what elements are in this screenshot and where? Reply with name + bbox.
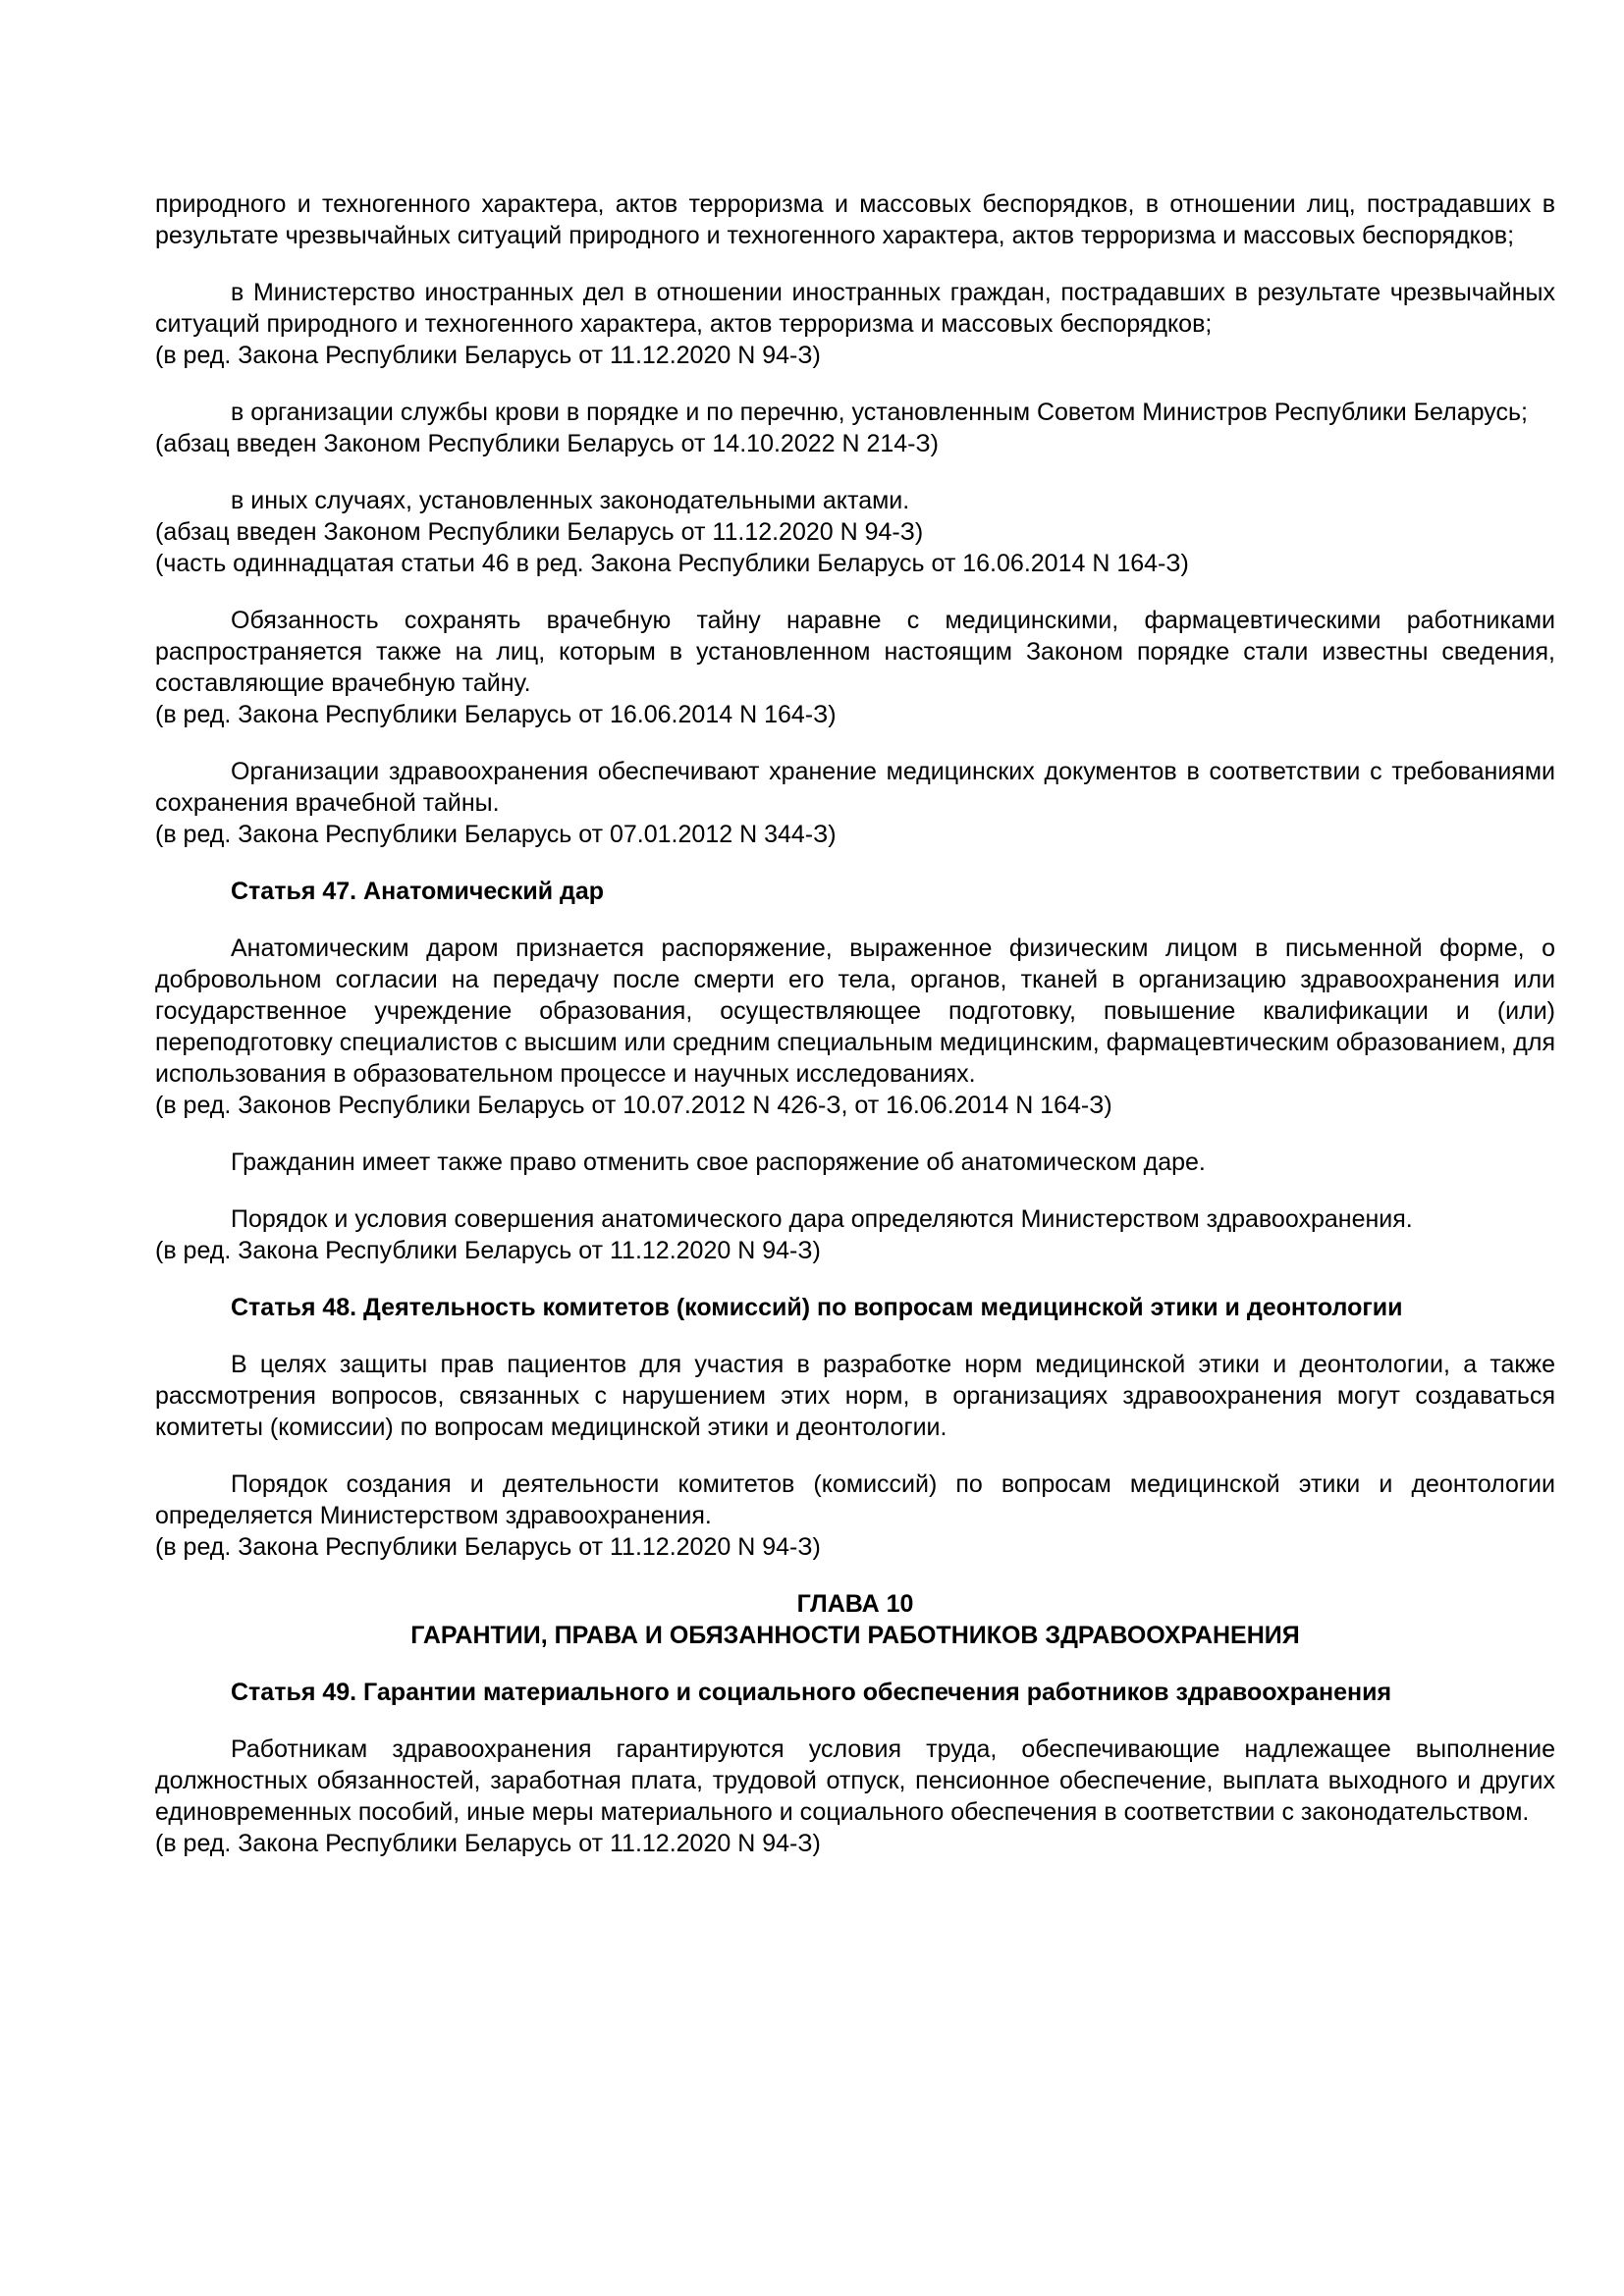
paragraph-records-storage: Организации здравоохранения обеспечивают хранение медицинских документов в соответствии с требованиями сохранения врачебной тайны. bbox=[155, 758, 1555, 817]
chapter-title: ГАРАНТИИ, ПРАВА И ОБЯЗАННОСТИ РАБОТНИКОВ ЗДРАВООХРАНЕНИЯ bbox=[410, 1622, 1300, 1649]
amendment-note: (в ред. Закона Республики Беларусь от 11.12.2020 N 94-З) bbox=[155, 1237, 821, 1264]
amendment-note: (в ред. Законов Республики Беларусь от 10.07.2012 N 426-З, от 16.06.2014 N 164-З) bbox=[155, 1092, 1112, 1119]
paragraph-procedure: Порядок и условия совершения анатомического дара определяются Министерством здравоохранения. bbox=[231, 1205, 1413, 1233]
amendment-note: (в ред. Закона Республики Беларусь от 11.12.2020 N 94-З) bbox=[155, 1830, 821, 1857]
paragraph-committees-procedure: Порядок создания и деятельности комитетов (комиссий) по вопросам медицинской этики и деонтологии определяется Министерством здравоохранения. bbox=[155, 1470, 1555, 1529]
article-49-heading: Статья 49. Гарантии материального и социального обеспечения работников здравоохранения bbox=[231, 1679, 1392, 1706]
paragraph-blood-service: в организации службы крови в порядке и по перечню, установленным Советом Министров Республики Беларусь; bbox=[231, 399, 1528, 426]
paragraph-anatomical-gift: Анатомическим даром признается распоряжение, выраженное физическим лицом в письменной форме, о добровольном согласии на передачу после смерти его тела, органов, тканей в организацию здравоохранения или государственное учреждение образования, осуществляющее подготовку, повышение квалификации и (или) переподготовку специалистов с высшим или средним специальным медицинским, фармацевтическим образованием, для использования в образовательном процессе и научных исследованиях. bbox=[155, 934, 1555, 1088]
paragraph-other-cases: в иных случаях, установленных законодательными актами. bbox=[231, 487, 910, 514]
paragraph-revoke-right: Гражданин имеет также право отменить свое распоряжение об анатомическом даре. bbox=[231, 1148, 1206, 1176]
article-47-heading: Статья 47. Анатомический дар bbox=[231, 878, 605, 905]
amendment-note: (в ред. Закона Республики Беларусь от 07.01.2012 N 344-З) bbox=[155, 821, 837, 848]
amendment-note: (абзац введен Законом Республики Беларусь от 11.12.2020 N 94-З) bbox=[155, 518, 924, 546]
amendment-note: (часть одиннадцатая статьи 46 в ред. Закона Республики Беларусь от 16.06.2014 N 164-З) bbox=[155, 550, 1189, 577]
document-page bbox=[155, 188, 1555, 1859]
paragraph-continuation: природного и техногенного характера, актов терроризма и массовых беспорядков, в отношении лиц, пострадавших в результате чрезвычайных ситуаций природного и техногенного характера, актов терроризма и массовых беспорядков; bbox=[155, 190, 1555, 249]
amendment-note: (в ред. Закона Республики Беларусь от 11.12.2020 N 94-З) bbox=[155, 1533, 821, 1561]
article-48-heading: Статья 48. Деятельность комитетов (комиссий) по вопросам медицинской этики и деонтологии bbox=[231, 1294, 1403, 1321]
amendment-note: (в ред. Закона Республики Беларусь от 16.06.2014 N 164-З) bbox=[155, 701, 837, 728]
amendment-note: (в ред. Закона Республики Беларусь от 11.12.2020 N 94-З) bbox=[155, 342, 821, 369]
amendment-note: (абзац введен Законом Республики Беларусь от 14.10.2022 N 214-З) bbox=[155, 430, 939, 457]
paragraph-guarantees: Работникам здравоохранения гарантируются условия труда, обеспечивающие надлежащее выполнение должностных обязанностей, заработная плата, трудовой отпуск, пенсионное обеспечение, выплата выходного и других единовременных пособий, иные меры материального и социального обеспечения в соответствии с законодательством. bbox=[155, 1735, 1555, 1826]
chapter-number: ГЛАВА 10 bbox=[796, 1590, 914, 1618]
paragraph-mfa: в Министерство иностранных дел в отношении иностранных граждан, пострадавших в результате чрезвычайных ситуаций природного и техногенного характера, актов терроризма и массовых беспорядков; bbox=[155, 279, 1555, 338]
paragraph-committees-purpose: В целях защиты прав пациентов для участия в разработке норм медицинской этики и деонтологии, а также рассмотрения вопросов, связанных с нарушением этих норм, в организациях здравоохранения могут создаваться комитеты (комиссии) по вопросам медицинской этики и деонтологии. bbox=[155, 1351, 1555, 1441]
paragraph-secret-obligation: Обязанность сохранять врачебную тайну наравне с медицинскими, фармацевтическими работниками распространяется также на лиц, которым в установленном настоящим Законом порядке стали известны сведения, составляющие врачебную тайну. bbox=[155, 607, 1555, 697]
